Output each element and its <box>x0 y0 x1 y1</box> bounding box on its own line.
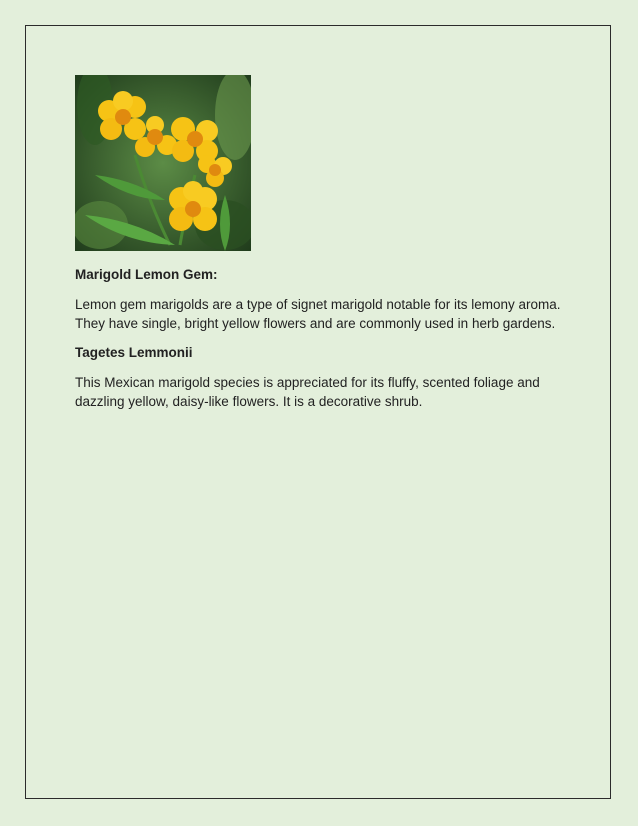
section-heading-tagetes-lemmonii: Tagetes Lemmonii <box>75 345 193 360</box>
document-content <box>75 75 575 421</box>
marigold-photo <box>75 75 251 251</box>
paragraph-line: Lemon gem marigolds are a type of signet marigold notable for its lemony aroma. <box>75 297 561 312</box>
paragraph-line: This Mexican marigold species is appreciated for its fluffy, scented foliage and <box>75 375 540 390</box>
paragraph-line: dazzling yellow, daisy-like flowers. It is a decorative shrub. <box>75 394 423 409</box>
section-paragraph-tagetes-lemmonii <box>75 373 575 411</box>
paragraph-line: They have single, bright yellow flowers and are commonly used in herb gardens. <box>75 316 556 331</box>
section-heading-lemon-gem: Marigold Lemon Gem: <box>75 267 218 282</box>
section-paragraph-lemon-gem <box>75 295 575 333</box>
